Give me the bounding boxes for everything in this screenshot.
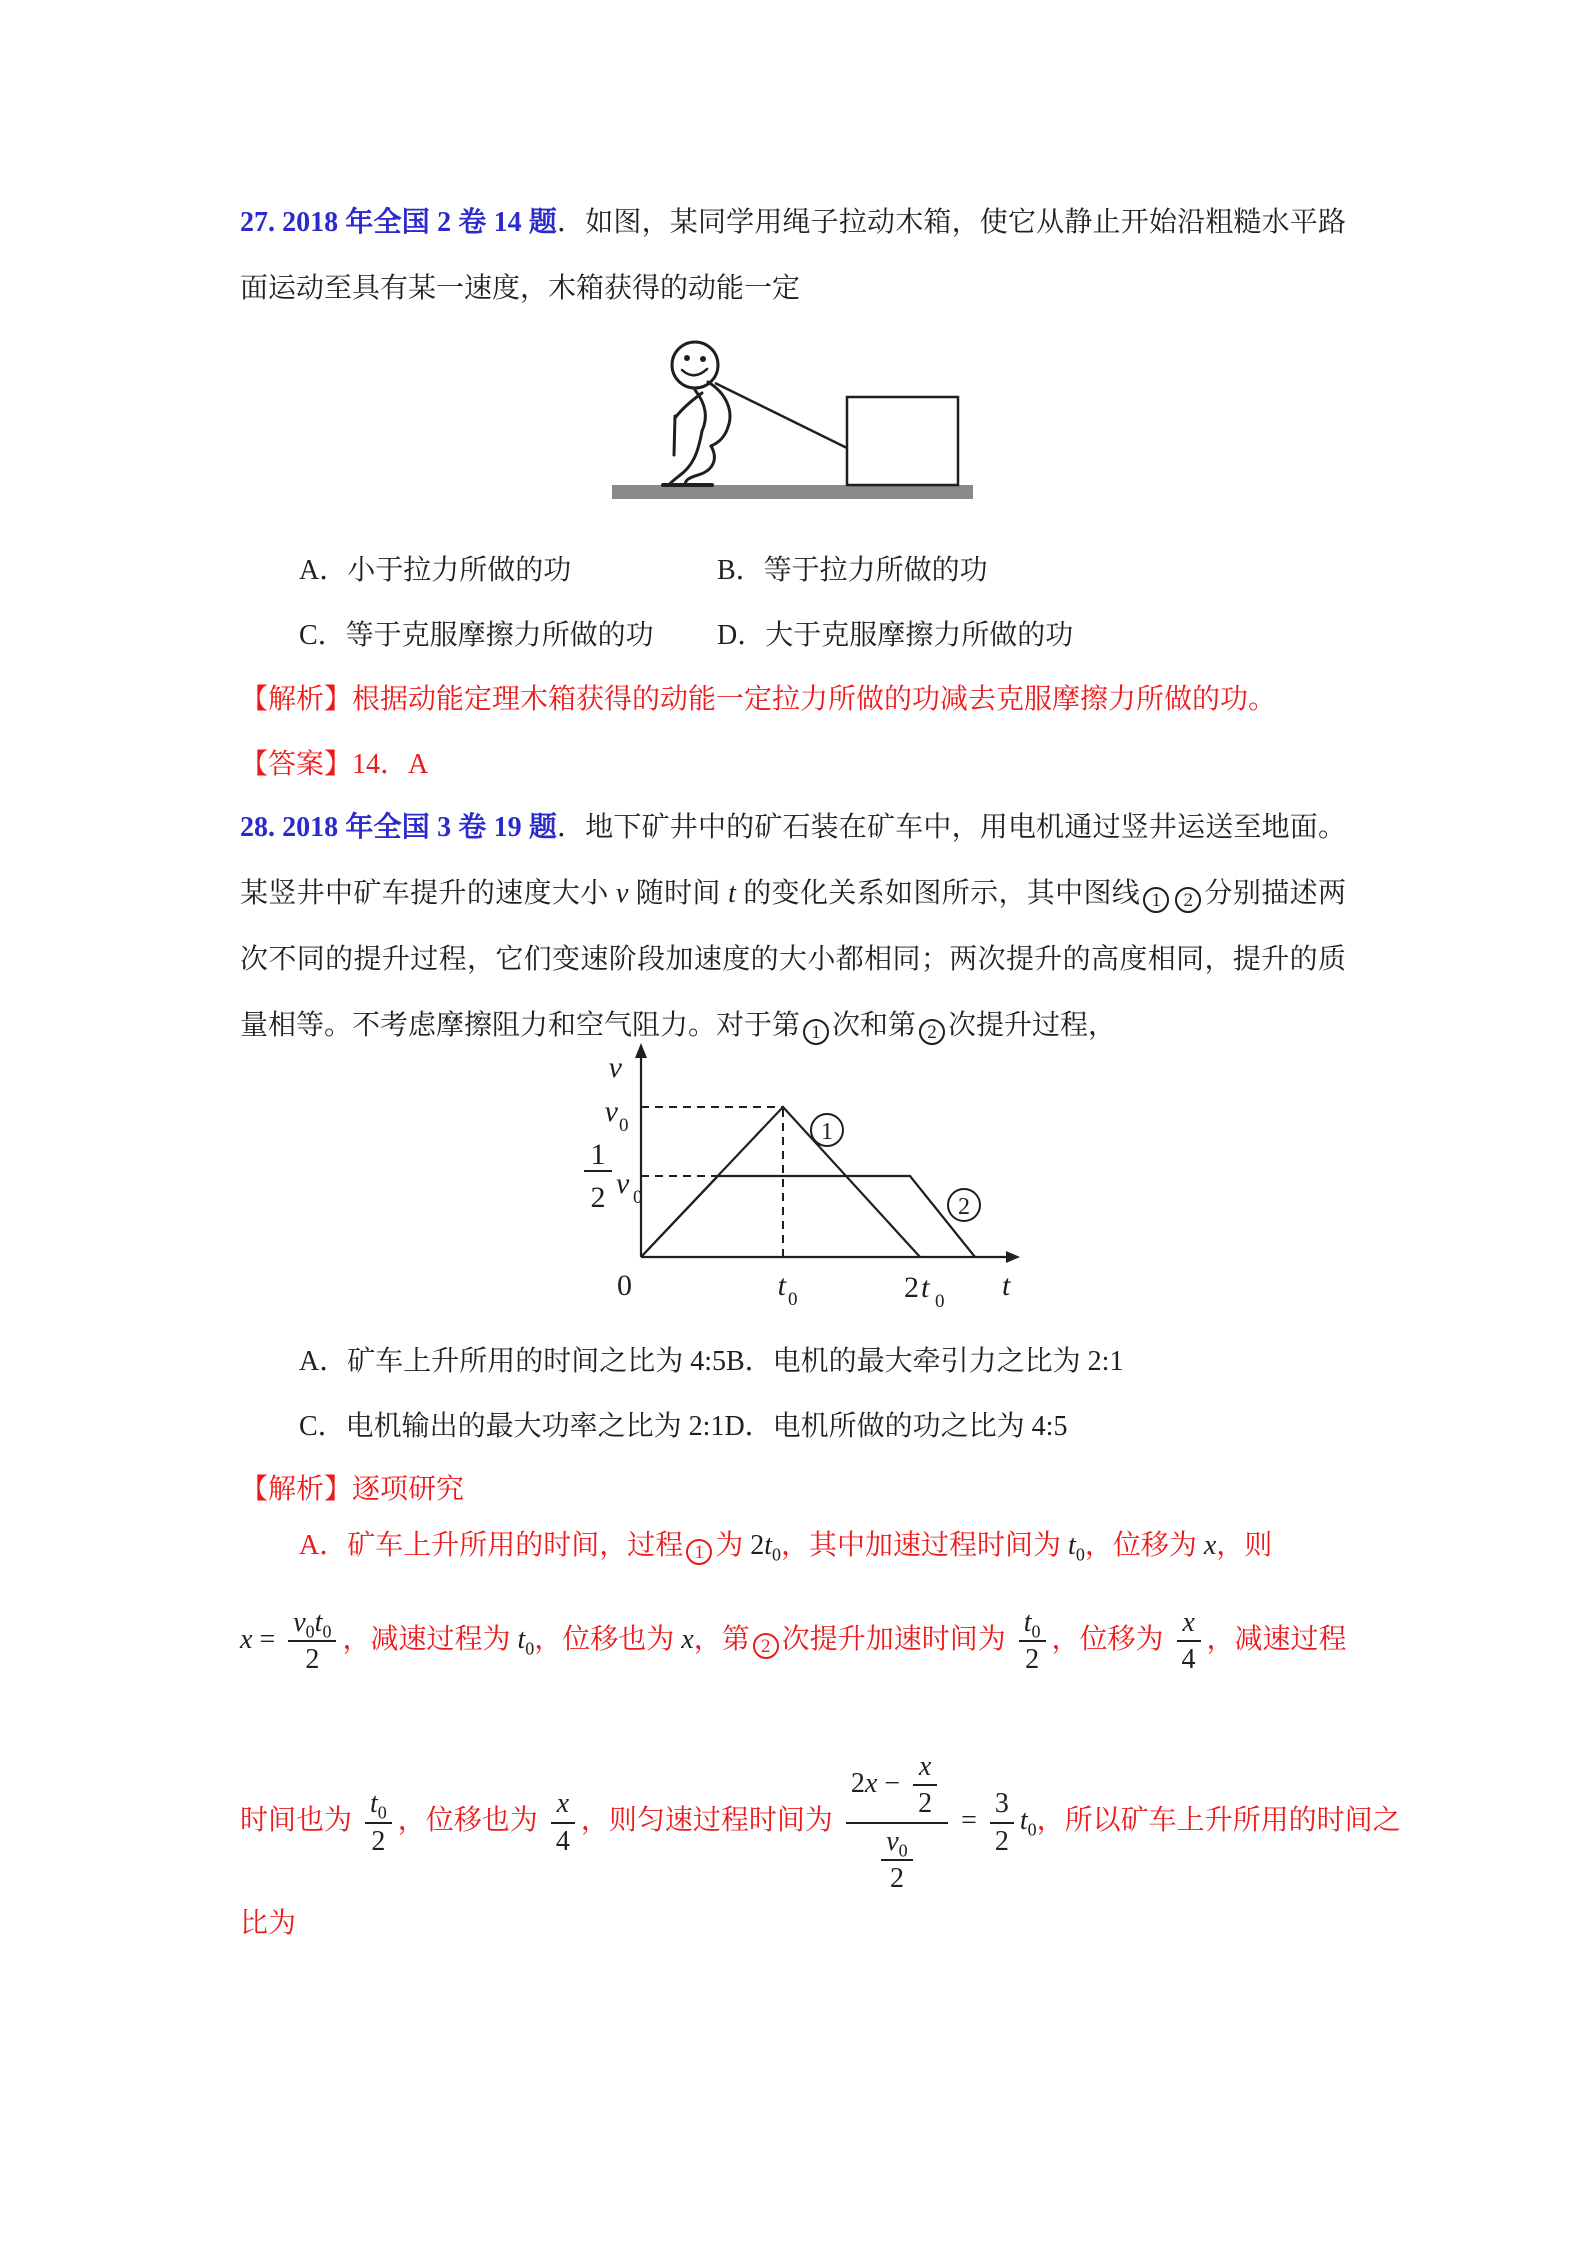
person-head <box>672 342 718 388</box>
seg-t: − <box>877 1767 908 1799</box>
seg-t: 2 <box>918 1788 933 1820</box>
subscript: 0 <box>322 1621 332 1642</box>
person-figure <box>663 342 730 485</box>
seg-f <box>551 1789 575 1856</box>
seg-f <box>1019 1608 1046 1675</box>
seg-t: ，位移为 <box>1084 1530 1204 1561</box>
seg-f <box>881 1827 912 1894</box>
fraction-numerator <box>288 1608 336 1640</box>
seg-t: ，减速过程为 <box>342 1623 518 1655</box>
q27-statement <box>240 190 1346 322</box>
seg-t: ，则 <box>1216 1530 1273 1561</box>
seg-t: 的变化关系如图所示，其中图线 <box>735 878 1141 909</box>
fraction-denominator <box>1019 1640 1046 1674</box>
seg-t: ．地下矿井中的矿石装在矿车中，用电机通过竖井运送至地面。某竖井中矿车提升的速度大小 <box>240 812 1346 909</box>
seg-t: ，所以矿车上升所用的时间之 <box>1036 1805 1401 1837</box>
x-axis-arrow <box>1006 1251 1020 1263</box>
seg-c: 1 <box>1143 887 1169 913</box>
seg-t: 2 <box>850 1767 865 1799</box>
seg-m: x <box>556 1788 570 1820</box>
seg-c: 2 <box>1175 887 1201 913</box>
seg-c: 2 <box>753 1633 779 1659</box>
seg-t: 时间也为 <box>240 1805 360 1837</box>
ytick-half-den: 2 <box>590 1181 606 1214</box>
curve-2 <box>641 1176 975 1257</box>
fraction-denominator <box>990 1822 1014 1856</box>
seg-t: 随时间 <box>628 878 729 909</box>
subscript: 0 <box>377 1802 387 1823</box>
fraction-numerator <box>846 1752 948 1822</box>
q28-analysis-intro <box>240 1468 464 1512</box>
q27-option-c: C．等于克服摩擦力所做的功 <box>299 620 654 651</box>
y-axis-arrow <box>635 1043 647 1058</box>
seg-t: ，则匀速过程时间为 <box>580 1805 840 1837</box>
analysis-label: 【解析】 <box>240 1474 353 1505</box>
xtick-2t0-main: t <box>921 1271 930 1304</box>
q27-figure-person-pulling-box <box>585 325 985 505</box>
analysis-text: 根据动能定理木箱获得的动能一定拉力所做的功减去克服摩擦力所做的功。 <box>352 684 1277 715</box>
seg-sub: $t_0$ <box>1019 1805 1037 1840</box>
rope <box>715 383 847 448</box>
subscript: 0 <box>1027 1819 1037 1840</box>
xtick-2t0-num: 2 <box>904 1271 919 1304</box>
seg-sub: $t_0$ <box>517 1623 535 1659</box>
answer-label: 【答案】 <box>240 749 353 780</box>
fraction-denominator <box>913 1784 937 1818</box>
seg-t: ，位移为 <box>1051 1623 1171 1655</box>
ytick-half-v: v <box>616 1167 630 1200</box>
seg-g <box>240 1607 342 1676</box>
fraction-numerator <box>913 1752 937 1784</box>
seg-f <box>365 1789 392 1856</box>
fraction-numerator <box>551 1789 575 1821</box>
person-eye-right <box>700 356 706 362</box>
q28-vt-graph <box>560 1035 1040 1315</box>
seg-m: x <box>864 1767 878 1799</box>
seg-t: A．矿车上升所用的时间，过程 <box>299 1530 684 1561</box>
seg-t: = <box>252 1623 283 1655</box>
ytick-half-num: 1 <box>590 1138 606 1171</box>
subscript: 0 <box>772 1544 782 1565</box>
fraction-denominator <box>846 1822 948 1894</box>
seg-g <box>750 1530 782 1565</box>
curve-2-label: 2 <box>958 1194 970 1220</box>
q28-options-row-2: C．电机输出的最大功率之比为 2:1D．电机所做的功之比为 4:5 <box>299 1411 1068 1442</box>
person-arm <box>675 393 702 418</box>
seg-c: 1 <box>803 1019 829 1045</box>
curve-1-label: 1 <box>821 1119 833 1145</box>
seg-t: 28. 2018 年全国 3 卷 19 题 <box>240 812 558 843</box>
origin-label: 0 <box>617 1269 632 1302</box>
q28-analysis-line-3 <box>240 1752 1401 1894</box>
seg-t: ，第 <box>693 1623 750 1655</box>
fraction-denominator <box>881 1859 912 1893</box>
seg-sub: $t_0$ <box>314 1607 332 1642</box>
seg-t: 27. 2018 年全国 2 卷 14 题 <box>240 207 558 238</box>
seg-sub: $t_0$ <box>764 1530 782 1565</box>
curve-1 <box>641 1107 920 1257</box>
q28-options-row-1: A．矿车上升所用的时间之比为 4:5B．电机的最大牵引力之比为 2:1 <box>299 1346 1124 1377</box>
ytick-half-sub: 0 <box>633 1187 643 1208</box>
y-axis-title: v <box>608 1051 622 1084</box>
seg-sub: $v_0$ <box>293 1607 315 1642</box>
seg-f <box>1177 1608 1201 1675</box>
q28-analysis-tail: 比为 <box>240 1908 297 1939</box>
seg-t: 4 <box>555 1825 570 1857</box>
q27-option-a: A．小于拉力所做的功 <box>299 555 572 586</box>
seg-m: t <box>728 878 736 909</box>
seg-t: ，位移也为 <box>534 1623 682 1655</box>
seg-t: 2 <box>371 1825 386 1857</box>
seg-sub: $v_0$ <box>886 1825 908 1861</box>
ytick-v0-sub: 0 <box>619 1115 629 1136</box>
seg-t: 次提升加速时间为 <box>781 1623 1013 1655</box>
seg-t: 2 <box>750 1530 765 1561</box>
seg-t: 2 <box>994 1825 1009 1857</box>
fraction-denominator <box>551 1822 575 1856</box>
seg-t: ．如图，某同学用绳子拉动木箱，使它从静止开始沿粗糙水平路面运动至具有某一速度，木箱获得的动能一定 <box>240 207 1346 304</box>
seg-t: 4 <box>1181 1644 1196 1676</box>
seg-t: ，其中加速过程时间为 <box>781 1530 1069 1561</box>
ytick-v0-main: v <box>604 1095 618 1128</box>
seg-f <box>913 1752 937 1819</box>
subscript: 0 <box>525 1638 535 1659</box>
seg-m: x <box>1182 1607 1195 1638</box>
person-back <box>708 382 730 446</box>
seg-t: 2 <box>305 1644 320 1676</box>
analysis-intro-text: 逐项研究 <box>352 1474 465 1505</box>
fraction-numerator <box>365 1789 392 1821</box>
seg-t: 为 <box>715 1530 751 1561</box>
seg-sub: $t_0$ <box>1023 1607 1041 1642</box>
seg-f <box>990 1789 1014 1856</box>
seg-m: x <box>681 1623 694 1655</box>
xtick-t0-sub: 0 <box>788 1289 798 1310</box>
seg-m: v <box>615 878 629 909</box>
fraction-numerator <box>1177 1608 1201 1640</box>
seg-f <box>288 1608 336 1675</box>
fraction-numerator <box>990 1789 1014 1821</box>
q27-option-b: B．等于拉力所做的功 <box>717 555 988 586</box>
seg-t: = <box>954 1805 984 1837</box>
seg-m: x <box>240 1623 253 1655</box>
q27-options-row-2 <box>299 614 1073 658</box>
subscript: 0 <box>1031 1621 1041 1642</box>
q27-answer <box>240 743 428 787</box>
q28-analysis-line-a <box>299 1528 1272 1565</box>
xtick-2t0-sub: 0 <box>935 1291 945 1312</box>
seg-t: 2 <box>889 1863 904 1895</box>
person-eye-left <box>684 355 690 361</box>
seg-g <box>840 1751 1037 1895</box>
q27-analysis <box>240 678 1276 722</box>
seg-t: 次和第 <box>832 1010 917 1041</box>
fraction-denominator <box>288 1640 336 1674</box>
xtick-t0-main: t <box>777 1269 786 1302</box>
seg-c: 2 <box>919 1019 945 1045</box>
person-forearm <box>674 416 675 455</box>
seg-c: 1 <box>686 1539 712 1565</box>
seg-t: 3 <box>994 1788 1009 1820</box>
seg-t: 分别描述两次不同的提升过程，它们变速阶段加速度的大小都相同；两次提升的高度相同，提升的质量相等。不考虑摩擦阻力和空气阻力。对于第 <box>240 878 1346 1041</box>
analysis-label: 【解析】 <box>240 684 353 715</box>
x-axis-title: t <box>1002 1269 1011 1302</box>
q27-options-row-1 <box>299 549 988 593</box>
q27-option-d: D．大于克服摩擦力所做的功 <box>717 620 1074 651</box>
ground-bar <box>612 485 973 499</box>
subscript: 0 <box>305 1621 315 1642</box>
seg-t: 次提升过程， <box>948 1010 1117 1041</box>
seg-m: x <box>918 1751 932 1782</box>
q28-statement <box>240 795 1346 1059</box>
seg-sub: $t_0$ <box>1068 1530 1085 1565</box>
seg-m: x <box>1203 1530 1217 1561</box>
answer-text: 14．A <box>352 749 429 780</box>
document-content <box>240 0 1401 2245</box>
subscript: 0 <box>898 1840 908 1861</box>
seg-t: 2 <box>1025 1644 1040 1676</box>
subscript: 0 <box>1075 1544 1085 1565</box>
fraction-denominator <box>1177 1640 1201 1674</box>
q28-analysis-line-2 <box>240 1608 1347 1675</box>
fraction-numerator <box>1019 1608 1046 1640</box>
fraction-denominator <box>365 1822 392 1856</box>
seg-f <box>846 1752 948 1894</box>
seg-t: ，减速过程 <box>1206 1623 1347 1655</box>
seg-t: ，位移也为 <box>397 1805 545 1837</box>
fraction-numerator <box>881 1827 912 1859</box>
wooden-box <box>847 397 958 485</box>
seg-sub: $t_0$ <box>370 1788 387 1823</box>
